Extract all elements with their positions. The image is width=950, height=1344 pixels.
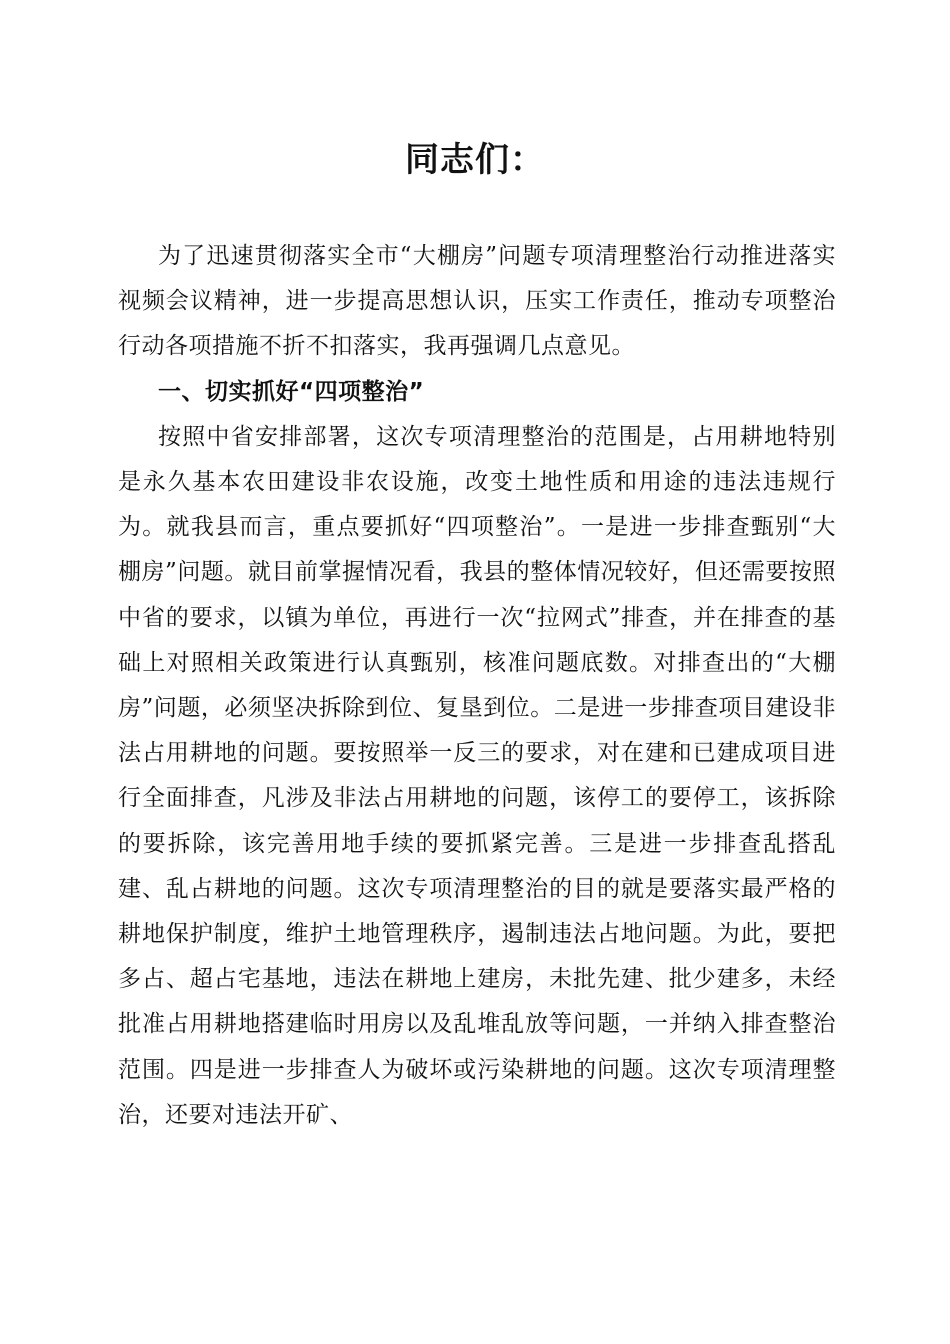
intro-paragraph: 为了迅速贯彻落实全市“大棚房”问题专项清理整治行动推进落实视频会议精神，进一步提高思想认识，压实工作责任，推动专项整治行动各项措施不折不扣落实，我再强调几点意见。 — [118, 243, 836, 360]
body-paragraph: 按照中省安排部署，这次专项清理整治的范围是，占用耕地特别是永久基本农田建设非农设施，改变土地性质和用途的违法违规行为。就我县而言，重点要抓好“四项整治”。一是进一步排查甄别“大棚房”问题。就目前掌握情况看，我县的整体情况较好，但还需要按照中省的要求，以镇为单位，再进行一次“拉网式”排查，并在排查的基础上对照相关政策进行认真甄别，核准问题底数。对排查出的“大棚房”问题，必须坚决拆除到位、复垦到位。二是进一步排查项目建设非法占用耕地的问题。要按照举一反三的要求，对在建和已建成项目进行全面排查，凡涉及非法占用耕地的问题，该停工的要停工，该拆除的要拆除，该完善用地手续的要抓紧完善。三是进一步排查乱搭乱建、乱占耕地的问题。这次专项清理整治的目的就是要落实最严格的耕地保护制度，维护土地管理秩序，遏制违法占地问题。为此，要把多占、超占宅基地，违法在耕地上建房，未批先建、批少建多，未经批准占用耕地搭建临时用房以及乱堆乱放等问题，一并纳入排查整治范围。四是进一步排查人为破坏或污染耕地的问题。这次专项清理整治，还要对违法开矿、 — [118, 423, 836, 1128]
section-heading: 一、切实抓好“四项整治” — [158, 378, 425, 405]
page-title: 同志们： — [405, 140, 545, 180]
document-body — [118, 234, 836, 1138]
